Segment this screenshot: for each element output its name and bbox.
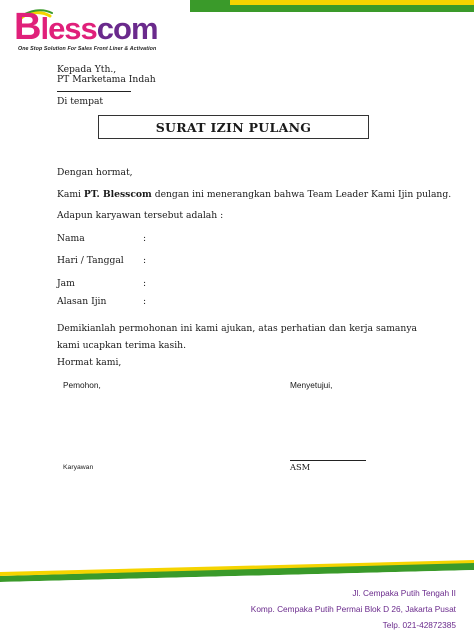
recipient-line-1: Kepada Yth.,	[57, 64, 117, 75]
footer-phone: Telp. 021-42872385	[382, 620, 456, 630]
header-stripe-yellow	[230, 0, 474, 5]
logo-tagline: One Stop Solution For Sales Front Liner & Activation	[18, 46, 157, 52]
regards: Hormat kami,	[57, 357, 122, 368]
intro-post: dengan ini menerangkan bahwa Team Leader Kami Ijin pulang.	[151, 189, 452, 200]
footer-address-2: Komp. Cempaka Putih Permai Blok D 26, Jakarta Pusat	[250, 604, 456, 614]
logo-text-com: com	[96, 11, 158, 46]
letter-title: SURAT IZIN PULANG	[155, 119, 312, 135]
signature-left-role: Karyawan	[63, 464, 94, 471]
greeting: Dengan hormat,	[57, 167, 133, 178]
closing-paragraph: Demikianlah permohonan ini kami ajukan, atas perhatian dan kerja samanya kami ucapkan terima kasih.	[57, 323, 417, 351]
field-sep-nama: :	[143, 233, 147, 244]
company-logo	[14, 8, 158, 46]
footer-stripes	[0, 560, 474, 590]
recipient-line-2: PT Marketama Indah	[57, 74, 156, 85]
field-label-jam: Jam	[57, 278, 75, 289]
logo-text-less: less	[40, 11, 97, 46]
field-sep-jam: :	[143, 278, 147, 289]
signature-right-role: ASM	[290, 462, 311, 472]
signature-left-label: Pemohon,	[63, 380, 101, 390]
intro-pre: Kami	[57, 189, 84, 200]
field-label-nama: Nama	[57, 233, 85, 244]
field-sep-hari-tanggal: :	[143, 255, 147, 266]
recipient-underline	[57, 91, 131, 92]
signature-right-label: Menyetujui,	[290, 380, 333, 390]
field-label-alasan-ijin: Alasan Ijin	[57, 296, 107, 307]
field-sep-alasan-ijin: :	[143, 296, 147, 307]
letter-title-box	[98, 115, 369, 139]
recipient-place: Di tempat	[57, 96, 104, 107]
logo-letter-b: B	[14, 6, 41, 48]
employee-intro: Adapun karyawan tersebut adalah :	[57, 210, 224, 221]
intro-company: PT. Blesscom	[83, 189, 152, 200]
field-label-hari-tanggal: Hari / Tanggal	[57, 255, 124, 266]
footer-address-1: Jl. Cempaka Putih Tengah II	[352, 588, 456, 598]
signature-right-line	[290, 460, 366, 461]
intro-sentence	[57, 189, 451, 200]
